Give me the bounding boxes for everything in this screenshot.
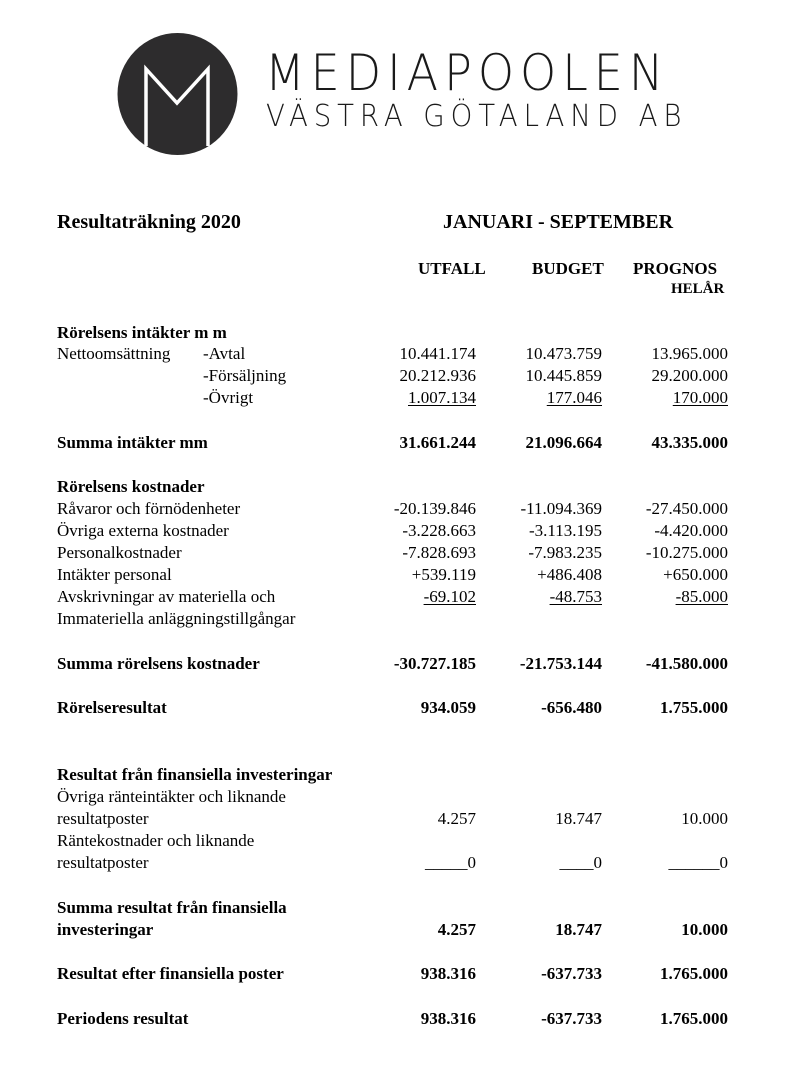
column-header-budget: BUDGET <box>532 259 604 278</box>
row-label: Rörelsens kostnader <box>57 477 205 496</box>
row-label: investeringar <box>57 920 154 939</box>
table-row <box>57 852 737 874</box>
value-utfall: 938.316 <box>420 1009 476 1028</box>
value-prognos: -41.580.000 <box>645 654 728 673</box>
value-budget: -637.733 <box>541 1009 602 1028</box>
row-label: Intäkter personal <box>57 565 172 584</box>
value-prognos: 1.765.000 <box>660 1009 728 1028</box>
subtotal-row <box>57 697 737 719</box>
value-utfall: 10.441.174 <box>399 344 476 363</box>
row-label: Rörelsens intäkter m m <box>57 323 227 342</box>
value-budget: -48.753 <box>549 587 602 606</box>
table-row <box>57 498 737 520</box>
value-utfall: 1.007.134 <box>408 388 476 407</box>
subtotal-row <box>57 963 737 985</box>
value-budget: +486.408 <box>537 565 602 584</box>
total-row <box>57 1008 737 1030</box>
value-prognos: -10.275.000 <box>645 543 728 562</box>
company-name: MEDIAPOOLEN <box>265 44 670 102</box>
value-budget: -7.983.235 <box>528 543 602 562</box>
value-prognos: 170.000 <box>672 388 728 407</box>
value-budget: 18.747 <box>555 809 602 828</box>
table-row <box>57 786 737 808</box>
value-budget: 10.473.759 <box>525 344 602 363</box>
table-row <box>57 520 737 542</box>
row-label: Övriga externa kostnader <box>57 521 229 540</box>
value-prognos: 13.965.000 <box>651 344 728 363</box>
table-row <box>57 564 737 586</box>
value-prognos: 43.335.000 <box>651 433 728 452</box>
row-label: Rörelseresultat <box>57 698 167 717</box>
row-label: Periodens resultat <box>57 1009 189 1028</box>
section-heading-finansiella <box>57 764 737 786</box>
value-prognos: 1.765.000 <box>660 964 728 983</box>
section-heading-intakter <box>57 322 737 344</box>
row-label: Nettoomsättning <box>57 344 171 363</box>
value-utfall: -3.228.663 <box>402 521 476 540</box>
value-prognos: -27.450.000 <box>645 499 728 518</box>
value-utfall: -30.727.185 <box>393 654 476 673</box>
row-label: Räntekostnader och liknande <box>57 831 255 850</box>
value-utfall: +539.119 <box>411 565 476 584</box>
row-label: Summa intäkter mm <box>57 433 208 452</box>
table-row <box>57 586 737 608</box>
value-utfall: -7.828.693 <box>402 543 476 562</box>
row-label: Resultat från finansiella investeringar <box>57 765 333 784</box>
row-label: Råvaror och förnödenheter <box>57 499 241 518</box>
table-row <box>57 897 737 919</box>
m-circle-logo-icon <box>117 33 238 155</box>
value-utfall: 938.316 <box>420 964 476 983</box>
row-sublabel: -Avtal <box>203 344 246 363</box>
row-label: Resultat efter finansiella poster <box>57 964 284 983</box>
value-budget: -21.753.144 <box>519 654 602 673</box>
table-row <box>57 830 737 852</box>
row-label: Summa resultat från finansiella <box>57 898 287 917</box>
value-prognos: 10.000 <box>681 920 728 939</box>
column-header-utfall: UTFALL <box>418 259 486 278</box>
subtotal-row <box>57 919 737 941</box>
value-prognos: 29.200.000 <box>651 366 728 385</box>
section-heading-kostnader <box>57 476 737 498</box>
row-label: Övriga ränteintäkter och liknande <box>57 787 286 806</box>
value-prognos: +650.000 <box>663 565 728 584</box>
table-row <box>57 343 737 365</box>
row-sublabel: -Övrigt <box>203 388 254 407</box>
row-sublabel: -Försäljning <box>203 366 287 385</box>
column-header-prognos: PROGNOS <box>633 259 718 278</box>
value-budget: 21.096.664 <box>525 433 602 452</box>
value-prognos: -4.420.000 <box>654 521 728 540</box>
value-budget: -637.733 <box>541 964 602 983</box>
value-utfall: 20.212.936 <box>399 366 476 385</box>
value-budget: ____0 <box>559 853 602 872</box>
page-title: Resultaträkning 2020 <box>57 211 241 233</box>
table-row <box>57 387 737 409</box>
value-utfall: -20.139.846 <box>393 499 476 518</box>
subtotal-row <box>57 653 737 675</box>
table-row <box>57 542 737 564</box>
value-budget: 177.046 <box>546 388 602 407</box>
value-budget: -3.113.195 <box>528 521 602 540</box>
period-heading: JANUARI - SEPTEMBER <box>443 211 674 233</box>
value-utfall: 31.661.244 <box>399 433 476 452</box>
value-prognos: 10.000 <box>681 809 728 828</box>
row-label: Summa rörelsens kostnader <box>57 654 260 673</box>
row-label: resultatposter <box>57 853 149 872</box>
row-label: Avskrivningar av materiella och <box>57 587 276 606</box>
value-budget: -656.480 <box>541 698 602 717</box>
value-prognos: -85.000 <box>675 587 728 606</box>
value-budget: 10.445.859 <box>525 366 602 385</box>
value-utfall: 4.257 <box>437 809 476 828</box>
value-prognos: ______0 <box>668 853 728 872</box>
value-utfall: _____0 <box>425 853 476 872</box>
column-subheader-helar: HELÅR <box>671 281 725 297</box>
row-label: resultatposter <box>57 809 149 828</box>
table-row <box>57 365 737 387</box>
table-row <box>57 608 737 630</box>
company-region: VÄSTRA GÖTALAND AB <box>266 99 688 134</box>
row-label: Personalkostnader <box>57 543 182 562</box>
table-row <box>57 808 737 830</box>
row-label: Immateriella anläggningstillgångar <box>57 609 296 628</box>
value-utfall: 4.257 <box>437 920 476 939</box>
value-budget: -11.094.369 <box>520 499 602 518</box>
value-utfall: 934.059 <box>420 698 476 717</box>
value-budget: 18.747 <box>555 920 602 939</box>
value-utfall: -69.102 <box>423 587 476 606</box>
value-prognos: 1.755.000 <box>660 698 728 717</box>
subtotal-row <box>57 432 737 454</box>
